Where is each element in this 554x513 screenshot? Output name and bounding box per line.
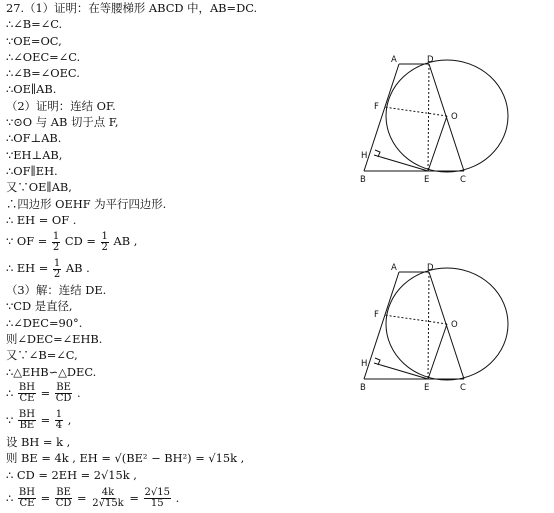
segment-of bbox=[384, 315, 447, 324]
solution-line: 则 BE = 4k , EH = √(BE² − BH²) = √15k , bbox=[6, 451, 245, 466]
fraction bbox=[144, 488, 171, 509]
fraction bbox=[52, 232, 60, 253]
label-e: E bbox=[424, 175, 430, 185]
denominator: CE bbox=[19, 498, 35, 510]
label-d: D bbox=[427, 55, 434, 65]
solution-line: 27.（1）证明：在等腰梯形 ABCD 中，AB=DC. bbox=[6, 1, 258, 15]
segment-ab bbox=[364, 272, 399, 379]
numerator: BH bbox=[18, 382, 35, 394]
solution-line: 又∵∠B=∠C, bbox=[6, 348, 78, 363]
solution-line: 则∠DEC=∠EHB. bbox=[6, 332, 103, 347]
of-equation bbox=[6, 228, 358, 255]
fraction bbox=[55, 410, 63, 431]
numerator: 4k bbox=[101, 487, 115, 499]
segment-oe bbox=[428, 324, 447, 379]
numerator: BH bbox=[18, 487, 35, 499]
denominator: CD bbox=[55, 498, 72, 510]
solution-line: 又∵OE∥AB, bbox=[6, 180, 72, 195]
solution-line: （2）证明：连结 OF. bbox=[6, 98, 116, 113]
eq-text: . bbox=[175, 490, 180, 505]
numerator: 1 bbox=[52, 230, 60, 242]
solution-line: ∴△EHB∽△DEC. bbox=[6, 364, 97, 379]
eq-text: AB , bbox=[113, 234, 138, 249]
denominator: 2 bbox=[53, 268, 61, 280]
segment-ab bbox=[364, 64, 399, 171]
denominator: 15 bbox=[150, 498, 164, 510]
eq-text: ∴ bbox=[6, 490, 14, 505]
fraction bbox=[55, 488, 73, 509]
fraction bbox=[18, 383, 36, 404]
fraction bbox=[18, 488, 36, 509]
eq-text: ∴ bbox=[6, 385, 14, 400]
eq-text: CD = bbox=[64, 234, 96, 249]
fraction bbox=[18, 410, 36, 431]
solution-line: ∴∠DEC=90°. bbox=[6, 315, 83, 330]
numerator: 1 bbox=[53, 257, 61, 269]
numerator: BE bbox=[56, 382, 71, 394]
label-h: H bbox=[361, 151, 368, 161]
eq-text: ∵ OF = bbox=[6, 234, 48, 249]
eq-text: = bbox=[129, 490, 139, 505]
solution-line: 设 BH = k , bbox=[6, 434, 71, 449]
solution-line: ∵CD 是直径, bbox=[6, 299, 73, 314]
fraction bbox=[91, 488, 125, 509]
label-b: B bbox=[360, 383, 366, 393]
numerator: 1 bbox=[55, 409, 63, 421]
eq-text: , bbox=[67, 412, 72, 427]
label-a: A bbox=[391, 263, 397, 273]
solution-line: ∴ EH = OF . bbox=[6, 212, 77, 227]
ratio-equation-2 bbox=[6, 407, 358, 434]
eq-text: ∵ bbox=[6, 412, 14, 427]
solution-line: ∵OE=OC, bbox=[6, 33, 62, 48]
label-b: B bbox=[360, 175, 366, 185]
eq-text: = bbox=[40, 412, 51, 427]
solution-line: ∴∠B=∠C. bbox=[6, 17, 63, 32]
denominator: 2√15k bbox=[92, 498, 124, 510]
eq-text: ∴ EH = bbox=[6, 261, 49, 276]
solution-line: ∵EH⊥AB, bbox=[6, 147, 63, 162]
solution-line: ∴∠OEC=∠C. bbox=[6, 49, 81, 64]
label-c: C bbox=[460, 383, 466, 393]
numerator: 2√15 bbox=[144, 487, 171, 499]
solution-line: ∴四边形 OEHF 为平行四边形. bbox=[6, 196, 167, 211]
denominator: CD bbox=[55, 393, 72, 405]
label-f: F bbox=[374, 102, 379, 112]
solution-text bbox=[6, 0, 358, 513]
denominator: 2 bbox=[52, 241, 60, 253]
label-o: O bbox=[451, 112, 458, 122]
final-equation bbox=[6, 483, 358, 513]
geometry-figure-1 bbox=[354, 52, 554, 192]
numerator: 1 bbox=[101, 230, 108, 242]
segment-de bbox=[428, 64, 429, 171]
label-a: A bbox=[391, 55, 397, 65]
eq-text: AB . bbox=[65, 261, 90, 276]
eh-equation bbox=[6, 255, 358, 282]
label-h: H bbox=[361, 359, 368, 369]
label-d: D bbox=[427, 263, 434, 273]
segment-oe bbox=[428, 116, 447, 171]
fraction bbox=[55, 383, 73, 404]
denominator: CE bbox=[19, 393, 35, 405]
label-f: F bbox=[374, 310, 379, 320]
solution-line: ∵⊙O 与 AB 切于点 F, bbox=[6, 115, 119, 130]
eq-text: = bbox=[40, 385, 51, 400]
denominator: BE bbox=[19, 420, 35, 432]
numerator: BE bbox=[56, 487, 71, 499]
solution-line: ∴ CD = 2EH = 2√15k , bbox=[6, 467, 137, 482]
fraction bbox=[53, 259, 61, 280]
denominator: 2 bbox=[101, 241, 108, 253]
eq-text: = bbox=[40, 490, 51, 505]
ratio-equation-1 bbox=[6, 380, 358, 407]
eq-text: = bbox=[77, 490, 87, 505]
solution-line: ∴OE∥AB. bbox=[6, 82, 57, 97]
eq-text: . bbox=[77, 385, 81, 400]
solution-line: （3）解：连结 DE. bbox=[6, 283, 107, 298]
solution-line: ∴OF∥EH. bbox=[6, 163, 58, 178]
solution-line: ∴∠B=∠OEC. bbox=[6, 66, 80, 81]
label-o: O bbox=[451, 320, 458, 330]
solution-line: ∴OF⊥AB. bbox=[6, 131, 62, 146]
fraction bbox=[101, 232, 109, 253]
denominator: 4 bbox=[55, 420, 63, 432]
label-c: C bbox=[460, 175, 466, 185]
segment-of bbox=[384, 107, 447, 116]
label-e: E bbox=[424, 383, 430, 393]
segment-he bbox=[374, 155, 428, 171]
numerator: BH bbox=[18, 409, 35, 421]
geometry-figure-2 bbox=[354, 260, 554, 400]
segment-de bbox=[428, 272, 429, 379]
segment-he bbox=[374, 363, 428, 379]
